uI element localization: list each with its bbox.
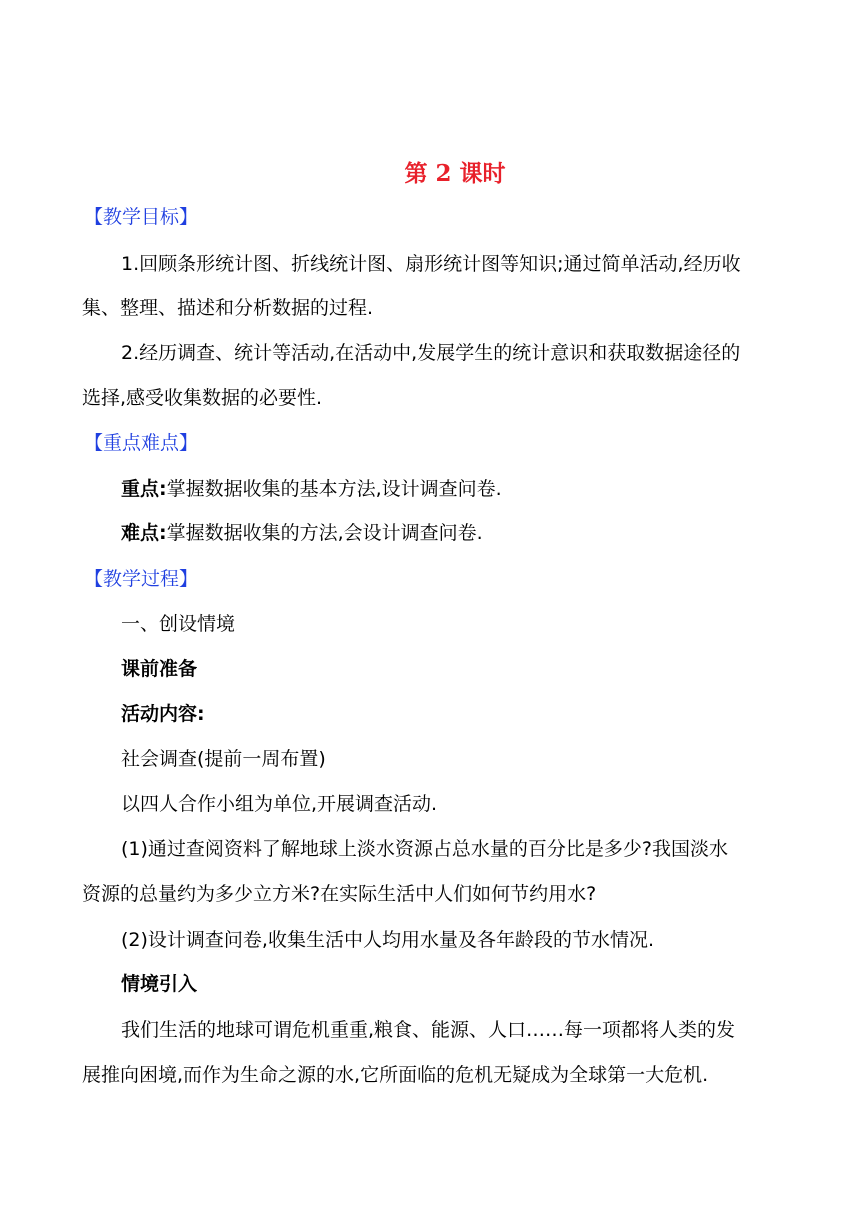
process-part-1: 一、创设情境 bbox=[121, 613, 236, 635]
objective-2-line-2: 选择,感受收集数据的必要性. bbox=[82, 387, 323, 409]
difficult-point-line bbox=[121, 521, 483, 545]
group-line: 以四人合作小组为单位,开展调查活动. bbox=[121, 793, 438, 815]
survey-line: 社会调查(提前一周布置) bbox=[121, 748, 326, 770]
objective-1-line-2: 集、整理、描述和分析数据的过程. bbox=[82, 297, 374, 319]
section-heading-objectives: 【教学目标】 bbox=[84, 206, 199, 228]
question-2-line: (2)设计调查问卷,收集生活中人均用水量及各年龄段的节水情况. bbox=[121, 929, 654, 951]
intro-line-1: 我们生活的地球可谓危机重重,粮食、能源、人口……每一项都将人类的发 bbox=[121, 1019, 736, 1041]
prep-heading: 课前准备 bbox=[121, 658, 198, 680]
question-1-line-2: 资源的总量约为多少立方米?在实际生活中人们如何节约用水? bbox=[82, 883, 597, 905]
key-point-label: 重点: bbox=[121, 478, 167, 500]
activity-heading: 活动内容: bbox=[121, 703, 205, 725]
section-heading-process: 【教学过程】 bbox=[84, 568, 199, 590]
intro-heading: 情境引入 bbox=[121, 973, 198, 995]
key-point-text: 掌握数据收集的基本方法,设计调查问卷. bbox=[166, 478, 502, 500]
section-heading-key-points: 【重点难点】 bbox=[84, 432, 199, 454]
page-title: 第 2 课时 bbox=[404, 160, 506, 187]
intro-line-2: 展推向困境,而作为生命之源的水,它所面临的危机无疑成为全球第一大危机. bbox=[82, 1064, 709, 1086]
difficult-point-label: 难点: bbox=[121, 522, 167, 544]
difficult-point-text: 掌握数据收集的方法,会设计调查问卷. bbox=[166, 522, 483, 544]
objective-1-line-1: 1.回顾条形统计图、折线统计图、扇形统计图等知识;通过简单活动,经历收 bbox=[121, 253, 741, 275]
key-point-line bbox=[121, 477, 502, 501]
question-1-line-1: (1)通过查阅资料了解地球上淡水资源占总水量的百分比是多少?我国淡水 bbox=[121, 838, 728, 860]
objective-2-line-1: 2.经历调查、统计等活动,在活动中,发展学生的统计意识和获取数据途径的 bbox=[121, 342, 741, 364]
